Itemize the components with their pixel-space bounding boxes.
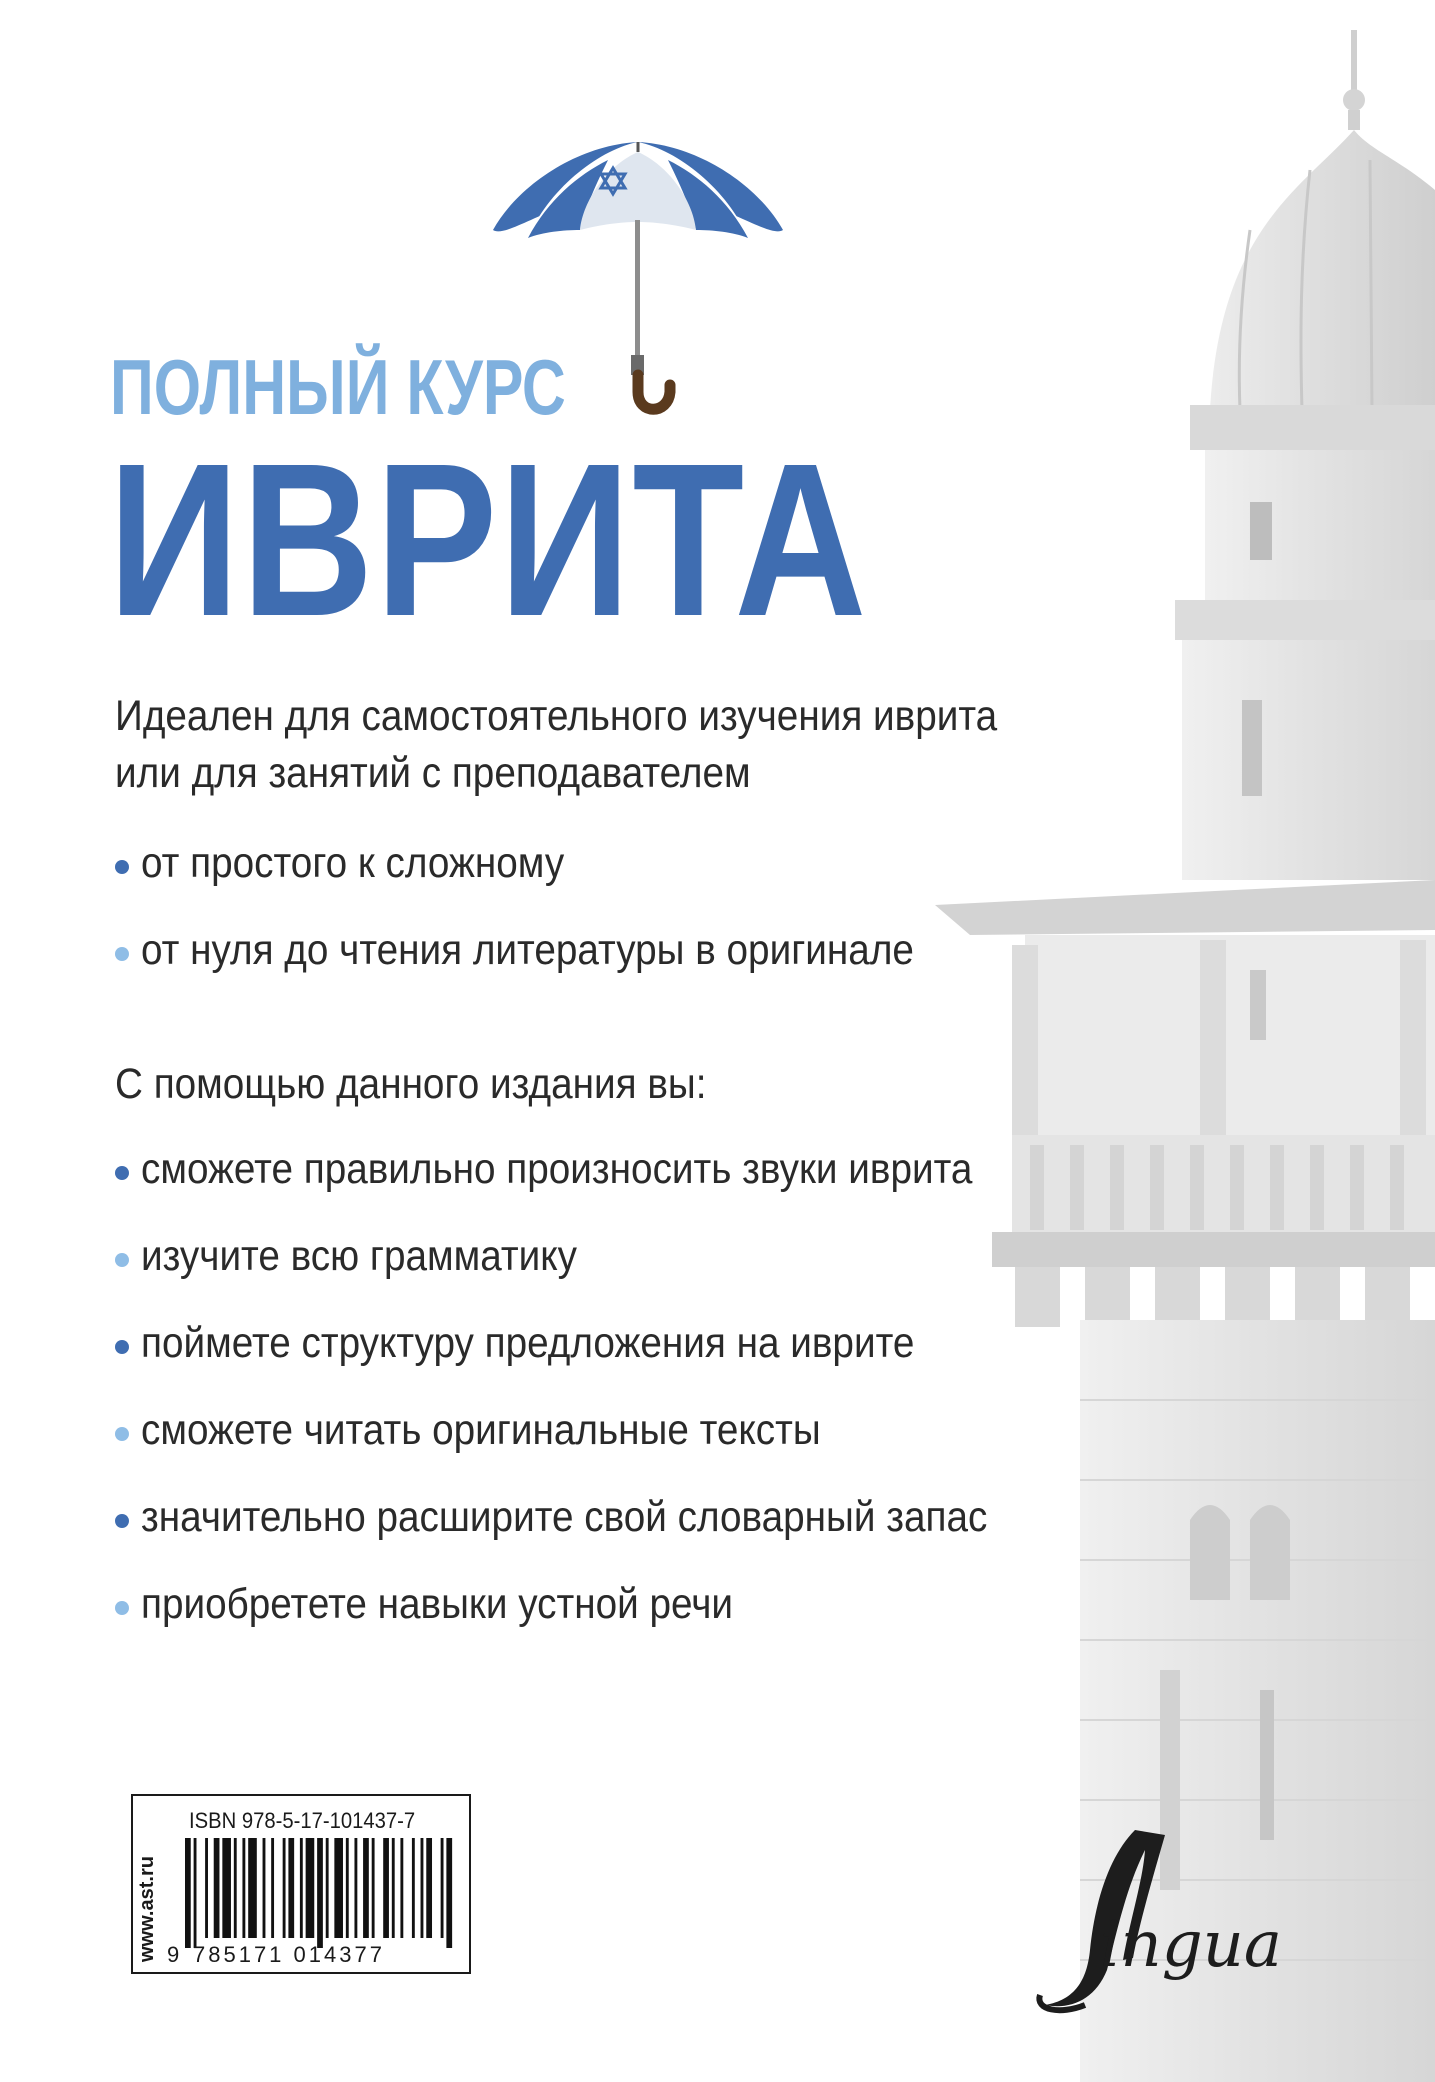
lingua-wordmark: ingua bbox=[1100, 1908, 1283, 1982]
list-item-text: поймете структуру предложения на иврите bbox=[141, 1319, 915, 1367]
list-item-text: значительно расширите свой словарный запас bbox=[141, 1493, 988, 1541]
bullet-icon bbox=[115, 1514, 129, 1528]
barcode-bar bbox=[326, 1838, 329, 1938]
barcode-bar bbox=[234, 1838, 237, 1938]
barcode-bar bbox=[354, 1838, 357, 1938]
barcode-bar bbox=[214, 1838, 220, 1938]
list-item-text: от нуля до чтения литературы в оригинале bbox=[141, 926, 914, 974]
barcode-digits: 785171 014377 bbox=[193, 1942, 385, 1967]
bullet-icon bbox=[115, 1427, 129, 1441]
intro-line: Идеален для самостоятельного изучения иврита bbox=[115, 692, 998, 740]
barcode-bar bbox=[288, 1838, 294, 1938]
barcode-bar bbox=[372, 1838, 375, 1938]
barcode-bar bbox=[392, 1838, 395, 1938]
barcode-bar bbox=[363, 1838, 369, 1938]
bullet-icon bbox=[115, 1601, 129, 1615]
list-item bbox=[115, 1144, 1081, 1231]
bullet-icon bbox=[115, 1340, 129, 1354]
barcode-bar bbox=[426, 1838, 432, 1938]
barcode-bar bbox=[205, 1838, 208, 1938]
barcode-bar bbox=[306, 1838, 315, 1938]
barcode-bar bbox=[400, 1838, 403, 1938]
list-item-text: сможете правильно произносить звуки иврита bbox=[141, 1145, 973, 1193]
intro-text bbox=[115, 688, 1035, 802]
barcode-bar bbox=[446, 1838, 452, 1948]
isbn-text: ISBN 978-5-17-101437-7 bbox=[189, 1808, 416, 1833]
bullet-icon bbox=[115, 1253, 129, 1267]
features-list bbox=[115, 838, 1000, 1012]
cover-subtitle: ПОЛНЫЙ КУРС bbox=[110, 343, 566, 431]
barcode-first-digit: 9 bbox=[167, 1942, 183, 1967]
list-item-text: сможете читать оригинальные тексты bbox=[141, 1406, 821, 1454]
list-item bbox=[115, 1492, 1081, 1579]
barcode-icon bbox=[185, 1838, 455, 1948]
barcode-bar bbox=[222, 1838, 231, 1938]
barcode-bar bbox=[346, 1838, 349, 1938]
barcode-bar bbox=[242, 1838, 245, 1938]
barcode-bar bbox=[185, 1838, 191, 1948]
publisher-website: www.ast.ru bbox=[136, 1856, 158, 1962]
barcode-bar bbox=[271, 1838, 274, 1938]
barcode-bar bbox=[412, 1838, 415, 1938]
barcode-bar bbox=[283, 1838, 286, 1938]
lingua-logo bbox=[1015, 1820, 1345, 2020]
intro-line: или для занятий с преподавателем bbox=[115, 749, 751, 797]
barcode-bar bbox=[441, 1838, 444, 1938]
barcode-bar bbox=[248, 1838, 257, 1938]
list-item bbox=[115, 925, 1000, 1012]
barcode-bar bbox=[421, 1838, 424, 1938]
bullet-icon bbox=[115, 860, 129, 874]
list-item bbox=[115, 1231, 1081, 1318]
barcode-bar bbox=[300, 1838, 303, 1938]
list-item bbox=[115, 1318, 1081, 1405]
barcode-bar bbox=[317, 1838, 323, 1948]
list-item-text: приобретете навыки устной речи bbox=[141, 1580, 734, 1628]
benefits-list bbox=[115, 1144, 1081, 1666]
barcode-bar bbox=[334, 1838, 343, 1938]
list-item-text: от простого к сложному bbox=[141, 839, 565, 887]
list-item-text: изучите всю грамматику bbox=[141, 1232, 577, 1280]
barcode-bar bbox=[383, 1838, 389, 1938]
list-item bbox=[115, 1405, 1081, 1492]
list-item bbox=[115, 838, 1000, 925]
benefits-heading bbox=[115, 1060, 1035, 1109]
barcode-block bbox=[131, 1794, 471, 1974]
barcode-bar bbox=[263, 1838, 266, 1938]
barcode-bar bbox=[194, 1838, 197, 1948]
bullet-icon bbox=[115, 1166, 129, 1180]
bullet-icon bbox=[115, 947, 129, 961]
list-item bbox=[115, 1579, 1081, 1666]
benefits-heading-text: С помощью данного издания вы: bbox=[115, 1060, 707, 1108]
minaret-illustration bbox=[920, 0, 1435, 2082]
cover-title: ИВРИТА bbox=[108, 419, 869, 662]
